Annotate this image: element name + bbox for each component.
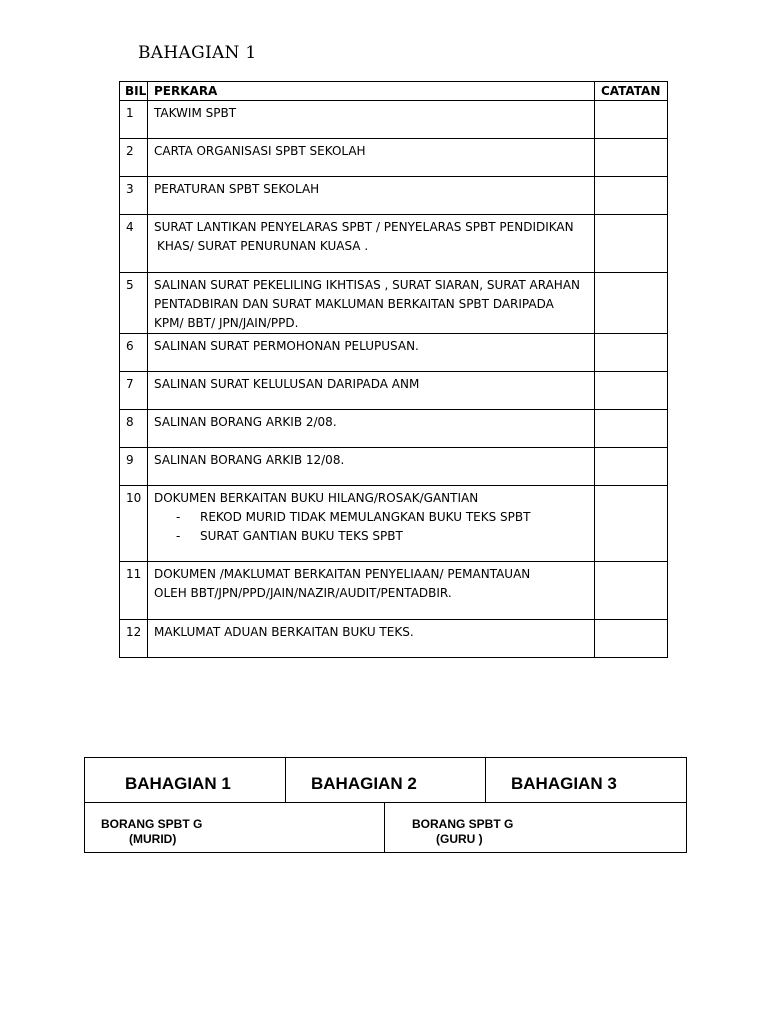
row-item — [148, 273, 595, 334]
row-number: 4 — [120, 215, 148, 273]
row-item — [148, 448, 595, 486]
form-row — [85, 803, 686, 852]
dash-bullet: - — [176, 529, 181, 543]
form-guru — [412, 803, 672, 852]
form-murid — [101, 803, 371, 852]
item-line: PERATURAN SPBT SEKOLAH — [154, 182, 320, 196]
row-notes-cell — [595, 334, 668, 372]
row-notes-cell — [595, 273, 668, 334]
item-line: SALINAN SURAT PEKELILING IKHTISAS , SURAT SIARAN, SURAT ARAHAN — [154, 278, 580, 292]
item-line: TAKWIM SPBT — [154, 106, 237, 120]
dash-bullet: - — [176, 510, 181, 524]
row-number: 8 — [120, 410, 148, 448]
row-number: 6 — [120, 334, 148, 372]
table-row — [120, 562, 668, 620]
row-notes-cell — [595, 177, 668, 215]
column-divider — [285, 758, 286, 802]
row-item — [148, 562, 595, 620]
summary-box — [84, 757, 687, 853]
section-label: BAHAGIAN 3 — [511, 774, 617, 793]
section-header-row — [85, 758, 686, 803]
table-row — [120, 410, 668, 448]
row-number: 3 — [120, 177, 148, 215]
form-audience: (GURU ) — [436, 832, 483, 846]
row-number: 7 — [120, 372, 148, 410]
row-number: 9 — [120, 448, 148, 486]
table-row — [120, 177, 668, 215]
section-label: BAHAGIAN 2 — [311, 774, 417, 793]
table-header-row — [120, 82, 668, 101]
row-item — [148, 372, 595, 410]
table-row — [120, 372, 668, 410]
checklist-table — [119, 81, 668, 658]
table-row — [120, 273, 668, 334]
item-line: DOKUMEN /MAKLUMAT BERKAITAN PENYELIAAN/ PEMANTAUAN — [154, 567, 531, 581]
row-number: 2 — [120, 139, 148, 177]
item-line: KHAS/ SURAT PENURUNAN KUASA . — [157, 239, 369, 253]
table-row — [120, 448, 668, 486]
item-line: SALINAN SURAT PERMOHONAN PELUPUSAN. — [154, 339, 419, 353]
row-notes-cell — [595, 101, 668, 139]
table-row — [120, 486, 668, 562]
row-notes-cell — [595, 410, 668, 448]
form-name: BORANG SPBT G — [101, 817, 203, 831]
row-item — [148, 139, 595, 177]
table-row — [120, 215, 668, 273]
sub-item-text: REKOD MURID TIDAK MEMULANGKAN BUKU TEKS SPBT — [200, 510, 531, 524]
header-perkara: PERKARA — [148, 82, 595, 101]
row-notes-cell — [595, 372, 668, 410]
table-row — [120, 101, 668, 139]
item-line: KPM/ BBT/ JPN/JAIN/PPD. — [154, 316, 299, 330]
table-row — [120, 334, 668, 372]
item-line: CARTA ORGANISASI SPBT SEKOLAH — [154, 144, 366, 158]
item-line: OLEH BBT/JPN/PPD/JAIN/NAZIR/AUDIT/PENTADBIR. — [154, 586, 452, 600]
row-notes-cell — [595, 448, 668, 486]
row-item — [148, 410, 595, 448]
table-row — [120, 620, 668, 658]
row-item — [148, 177, 595, 215]
item-line: MAKLUMAT ADUAN BERKAITAN BUKU TEKS. — [154, 625, 414, 639]
table-row — [120, 139, 668, 177]
header-catatan: CATATAN — [595, 82, 668, 101]
row-notes-cell — [595, 486, 668, 562]
row-notes-cell — [595, 215, 668, 273]
row-notes-cell — [595, 139, 668, 177]
row-number: 12 — [120, 620, 148, 658]
row-item — [148, 486, 595, 562]
item-line: SALINAN BORANG ARKIB 2/08. — [154, 415, 337, 429]
row-item — [148, 620, 595, 658]
header-bil: BIL — [120, 82, 148, 101]
section-label: BAHAGIAN 1 — [125, 774, 231, 793]
item-line: SALINAN SURAT KELULUSAN DARIPADA ANM — [154, 377, 420, 391]
row-number: 10 — [120, 486, 148, 562]
row-number: 11 — [120, 562, 148, 620]
item-line: SALINAN BORANG ARKIB 12/08. — [154, 453, 345, 467]
column-divider — [384, 803, 385, 852]
row-item — [148, 215, 595, 273]
sub-item-text: SURAT GANTIAN BUKU TEKS SPBT — [200, 529, 403, 543]
row-item — [148, 101, 595, 139]
row-item — [148, 334, 595, 372]
sub-list-item — [176, 508, 588, 527]
row-notes-cell — [595, 562, 668, 620]
row-number: 1 — [120, 101, 148, 139]
sub-list-item — [176, 527, 588, 546]
page-title: BAHAGIAN 1 — [138, 43, 257, 63]
row-number: 5 — [120, 273, 148, 334]
item-line: SURAT LANTIKAN PENYELARAS SPBT / PENYELARAS SPBT PENDIDIKAN — [154, 220, 574, 234]
column-divider — [485, 758, 486, 802]
form-audience: (MURID) — [129, 832, 177, 846]
row-notes-cell — [595, 620, 668, 658]
form-name: BORANG SPBT G — [412, 817, 514, 831]
item-line: PENTADBIRAN DAN SURAT MAKLUMAN BERKAITAN SPBT DARIPADA — [154, 297, 554, 311]
item-line: DOKUMEN BERKAITAN BUKU HILANG/ROSAK/GANTIAN — [154, 491, 479, 505]
sub-list — [154, 508, 588, 546]
